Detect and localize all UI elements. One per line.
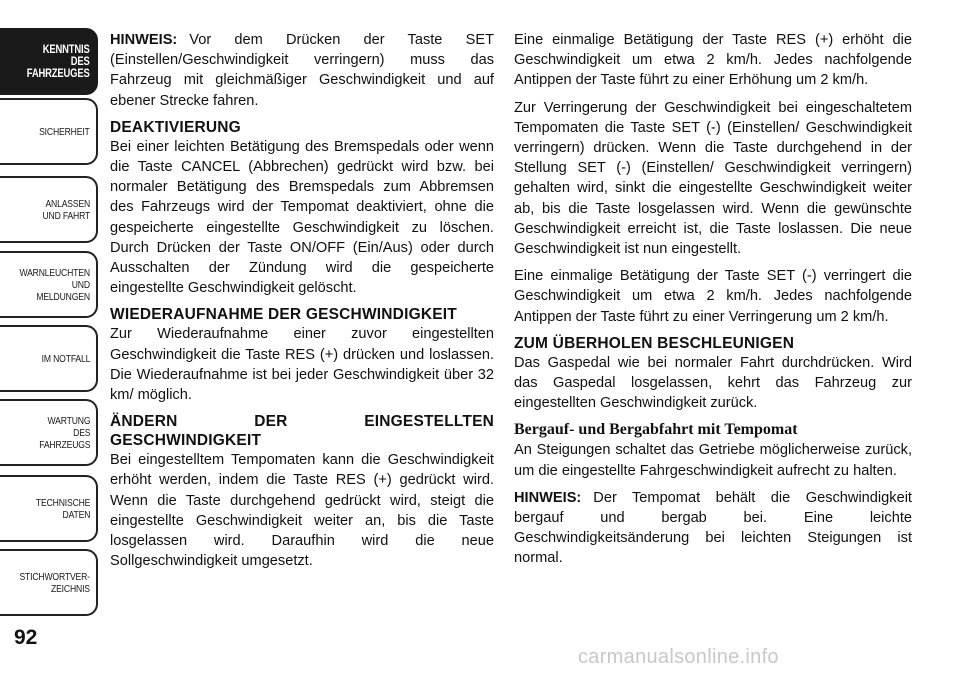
tab-label: WARNLEUCHTEN UND MELDUNGEN (19, 266, 90, 303)
section-heading-aendern: ÄNDERN DER EINGESTELLTEN GESCHWINDIGKEIT (110, 413, 494, 450)
bergauf-text: An Steigungen schaltet das Getriebe möglicherweise zurück, um die eingestellte Fahrgeschwindigkeit aufrecht zu halten. (514, 442, 912, 479)
hinweis-paragraph-right (514, 488, 912, 569)
tab-label: KENNTNIS DES FAHRZEUGES (27, 43, 90, 80)
chapter-tabs (0, 0, 100, 600)
set-single-paragraph: Eine einmalige Betätigung der Taste SET (-) verringert die Geschwindigkeit um etwa 2 km/h. Jedes nachfolgende Antippen der Taste führt zu einer Verringerung um 2 km/h. (514, 268, 912, 325)
hinweis-text: Vor dem Drücken der Taste SET (Einstellen/Geschwindigkeit verringern) muss das Fahrzeug mit gleichmäßiger Geschwindigkeit und auf ebener Strecke fahren. (110, 32, 494, 109)
tab-anlassen-und-fahrt[interactable] (0, 176, 98, 243)
tab-kenntnis-des-fahrzeuges[interactable] (0, 28, 98, 95)
tab-sicherheit[interactable] (0, 98, 98, 165)
section-heading-wiederaufnahme: WIEDERAUFNAHME DER GESCHWINDIGKEIT (110, 306, 457, 324)
hinweis-text: Der Tempomat behält die Geschwindigkeit bergauf und bergab bei. Eine leichte Geschwindigkeitsänderung bei leichten Steigungen ist normal. (514, 489, 912, 567)
page-number: 92 (14, 626, 38, 649)
deaktivierung-text: Bei einer leichten Betätigung des Bremspedals oder wenn die Taste CANCEL (Abbrechen) gedrückt wird bzw. bei normaler Betätigung des Bremspedals zum Abbremsen des Fahrzeugs wird der Tempomat deaktiviert, ohne die gespeicherte eingestellte Geschwindigkeit zu löschen. Durch Drücken der Taste ON/OFF (Ein/Aus) oder durch Ausschalten der Zündung wird die gespeicherte eingestellte Geschwindigkeit gelöscht. (110, 138, 494, 297)
hinweis-label: HINWEIS: (514, 489, 582, 506)
tab-label: ANLASSEN UND FAHRT (42, 197, 90, 222)
hinweis-paragraph (110, 30, 494, 111)
section-heading-ueberholen: ZUM ÜBERHOLEN BESCHLEUNIGEN (514, 334, 795, 352)
tab-technische-daten[interactable] (0, 475, 98, 542)
tab-stichwortverzeichnis[interactable] (0, 549, 98, 616)
tab-label: IM NOTFALL (41, 352, 90, 365)
tab-im-notfall[interactable] (0, 325, 98, 392)
tab-label: TECHNISCHE DATEN (35, 496, 90, 521)
hinweis-label: HINWEIS: (110, 32, 178, 48)
section-heading-bergauf: Bergauf- und Bergabfahrt mit Tempomat (514, 421, 798, 439)
set-paragraph: Zur Verringerung der Geschwindigkeit bei eingeschaltetem Tempomaten die Taste SET (-) (Einstellen/ Geschwindigkeit verringern) drücken. Wenn die Taste durchgehend in der Stellung SET (-) (Einstellen/ Geschwindigkeit verringern) gehalten wird, sinkt die eingestellte Geschwindigkeit weiter ab, bis die Taste losgelassen wird. Wenn die gewünschte Geschwindigkeit erreicht ist, die Taste loslassen. Die neue Geschwindigkeit ist nun eingestellt. (514, 99, 912, 258)
wiederaufnahme-text: Zur Wiederaufnahme einer zuvor eingestellten Geschwindigkeit die Taste RES (+) drücken und loslassen. Die Wiederaufnahme ist bei jeder Geschwindigkeit über 32 km/ möglich. (110, 326, 494, 404)
tab-warnleuchten-und-meldungen[interactable] (0, 251, 98, 318)
res-paragraph: Eine einmalige Betätigung der Taste RES (+) erhöht die Geschwindigkeit um etwa 2 km/h. Jedes nachfolgende Antippen der Taste führt zu einer Erhöhung um 2 km/h. (514, 32, 912, 89)
tab-wartung-des-fahrzeugs[interactable] (0, 399, 98, 466)
tab-label: SICHERHEIT (39, 125, 90, 138)
watermark: carmanualsonline.info (578, 646, 779, 668)
ueberholen-text: Das Gaspedal wie bei normaler Fahrt durchdrücken. Wird das Gaspedal losgelassen, kehrt das Fahrzeug zur eingestellten Geschwindigkeit zurück. (514, 354, 912, 412)
section-heading-deaktivierung: DEAKTIVIERUNG (110, 118, 241, 136)
tab-label: STICHWORTVER- ZEICHNIS (19, 570, 90, 595)
left-column (110, 30, 494, 578)
tab-label: WARTUNG DES FAHRZEUGS (38, 414, 90, 451)
aendern-text: Bei eingestelltem Tempomaten kann die Geschwindigkeit erhöht werden, indem die Taste RES (+) gedrückt wird. Wenn die Taste durchgehend gedrückt wird, steigt die eingestellte Geschwindigkeit weiter an, bis die Taste losgelassen wird. Daraufhin wird die neue Sollgeschwindigkeit umgesetzt. (110, 452, 494, 570)
right-column (514, 30, 912, 576)
